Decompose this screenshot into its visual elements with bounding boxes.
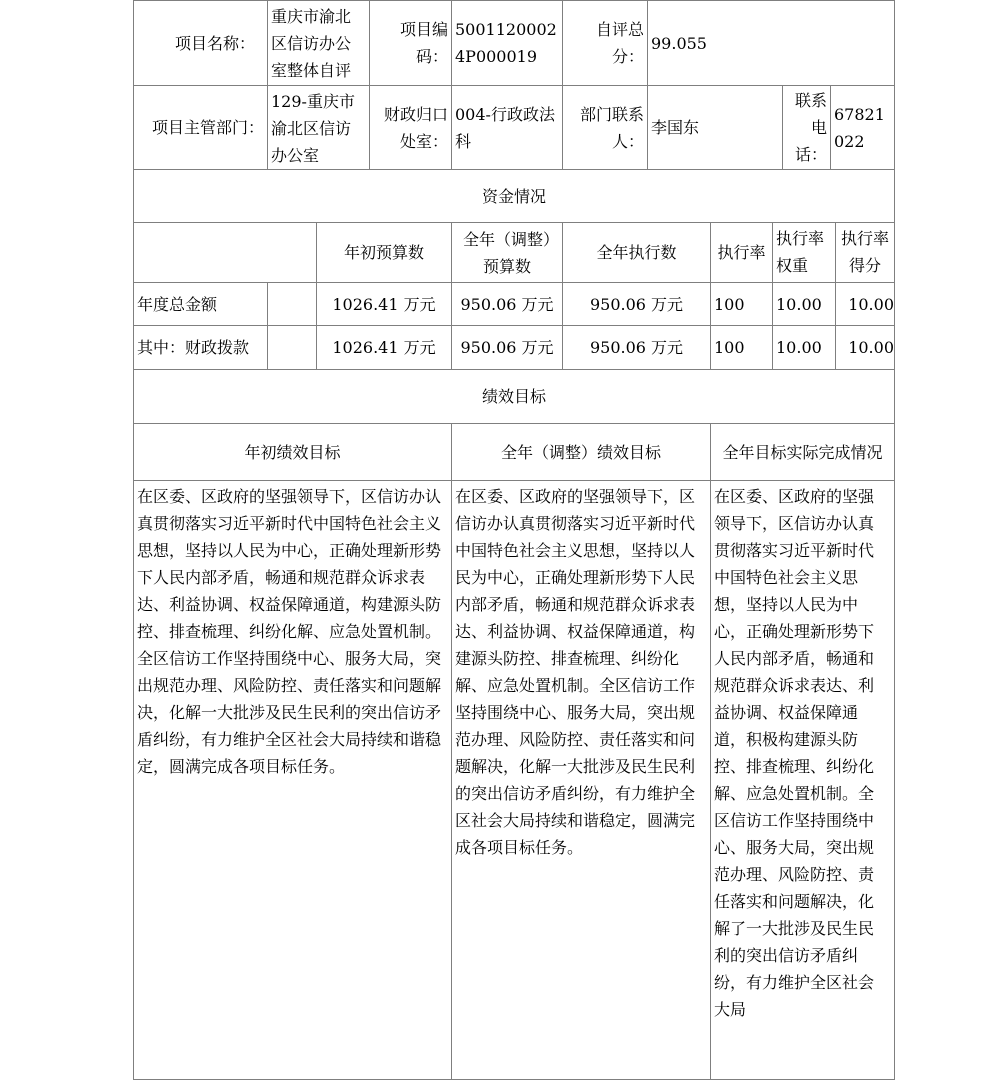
funds-row-initial: 1026.41 万元 — [316, 282, 452, 326]
funds-section-title: 资金情况 — [133, 169, 895, 223]
performance-header-adjusted: 全年（调整）绩效目标 — [451, 423, 711, 481]
funds-row-adjusted: 950.06 万元 — [451, 282, 563, 326]
funds-row-score: 10.00 — [835, 325, 895, 370]
performance-initial-goal: 在区委、区政府的坚强领导下，区信访办认真贯彻落实习近平新时代中国特色社会主义思想，坚持以人民为中心，正确处理新形势下人民内部矛盾，畅通和规范群众诉求表达、利益协调、权益保障通道，构建源头防控、排查梳理、纠纷化解、应急处置机制。全区信访工作坚持围绕中心、服务大局，突出规范办理、风险防控、责任落实和问题解决，化解一大批涉及民生民利的突出信访矛盾纠纷，有力维护全区社会大局持续和谐稳定，圆满完成各项目标任务。 — [133, 480, 452, 1080]
funds-header-executed: 全年执行数 — [562, 222, 711, 283]
funds-row-rate: 100 — [710, 325, 773, 370]
self-score-label: 自评总分： — [562, 0, 648, 86]
funds-row-weight: 10.00 — [772, 325, 836, 370]
performance-header-initial: 年初绩效目标 — [133, 423, 452, 481]
dept-value: 129-重庆市渝北区信访办公室 — [267, 85, 370, 170]
funds-row-initial: 1026.41 万元 — [316, 325, 452, 370]
performance-header-actual: 全年目标实际完成情况 — [710, 423, 895, 481]
contact-value: 李国东 — [647, 85, 783, 170]
performance-section-title: 绩效目标 — [133, 369, 895, 424]
funds-header-adjusted: 全年（调整）预算数 — [451, 222, 563, 283]
funds-row-blank — [267, 282, 317, 326]
funds-row-adjusted: 950.06 万元 — [451, 325, 563, 370]
contact-label: 部门联系人： — [562, 85, 648, 170]
funds-header-score: 执行率得分 — [835, 222, 895, 283]
funds-row-score: 10.00 — [835, 282, 895, 326]
finance-office-value: 004-行政政法科 — [451, 85, 563, 170]
project-name-value: 重庆市渝北区信访办公室整体自评 — [267, 0, 370, 86]
performance-actual: 在区委、区政府的坚强领导下，区信访办认真贯彻落实习近平新时代中国特色社会主义思想，坚持以人民为中心，正确处理新形势下人民内部矛盾，畅通和规范群众诉求表达、利益协调、权益保障通道，积极构建源头防控、排查梳理、纠纷化解、应急处置机制。全区信访工作坚持围绕中心、服务大局，突出规范办理、风险防控、责任落实和问题解决，化解了一大批涉及民生民利的突出信访矛盾纠纷，有力维护全区社会大局 — [710, 480, 895, 1080]
funds-header-rate: 执行率 — [710, 222, 773, 283]
dept-label: 项目主管部门： — [133, 85, 268, 170]
funds-row-label: 年度总金额 — [133, 282, 268, 326]
funds-row-label: 其中：财政拨款 — [133, 325, 268, 370]
project-code-label: 项目编码： — [369, 0, 452, 86]
funds-row-rate: 100 — [710, 282, 773, 326]
funds-row-executed: 950.06 万元 — [562, 325, 711, 370]
funds-header-blank — [133, 222, 317, 283]
performance-adjusted-goal: 在区委、区政府的坚强领导下，区信访办认真贯彻落实习近平新时代中国特色社会主义思想，坚持以人民为中心，正确处理新形势下人民内部矛盾，畅通和规范群众诉求表达、利益协调、权益保障通道，构建源头防控、排查梳理、纠纷化解、应急处置机制。全区信访工作坚持围绕中心、服务大局，突出规范办理、风险防控、责任落实和问题解决，化解一大批涉及民生民利的突出信访矛盾纠纷，有力维护全区社会大局持续和谐稳定，圆满完成各项目标任务。 — [451, 480, 711, 1080]
funds-header-initial: 年初预算数 — [316, 222, 452, 283]
self-score-value: 99.055 — [647, 0, 895, 86]
phone-label: 联系电话： — [782, 85, 831, 170]
finance-office-label: 财政归口处室： — [369, 85, 452, 170]
funds-header-weight: 执行率权重 — [772, 222, 836, 283]
funds-row-weight: 10.00 — [772, 282, 836, 326]
project-name-label: 项目名称： — [133, 0, 268, 86]
funds-row-blank — [267, 325, 317, 370]
project-code-value: 50011200024P000019 — [451, 0, 563, 86]
funds-row-executed: 950.06 万元 — [562, 282, 711, 326]
phone-value: 67821022 — [830, 85, 895, 170]
